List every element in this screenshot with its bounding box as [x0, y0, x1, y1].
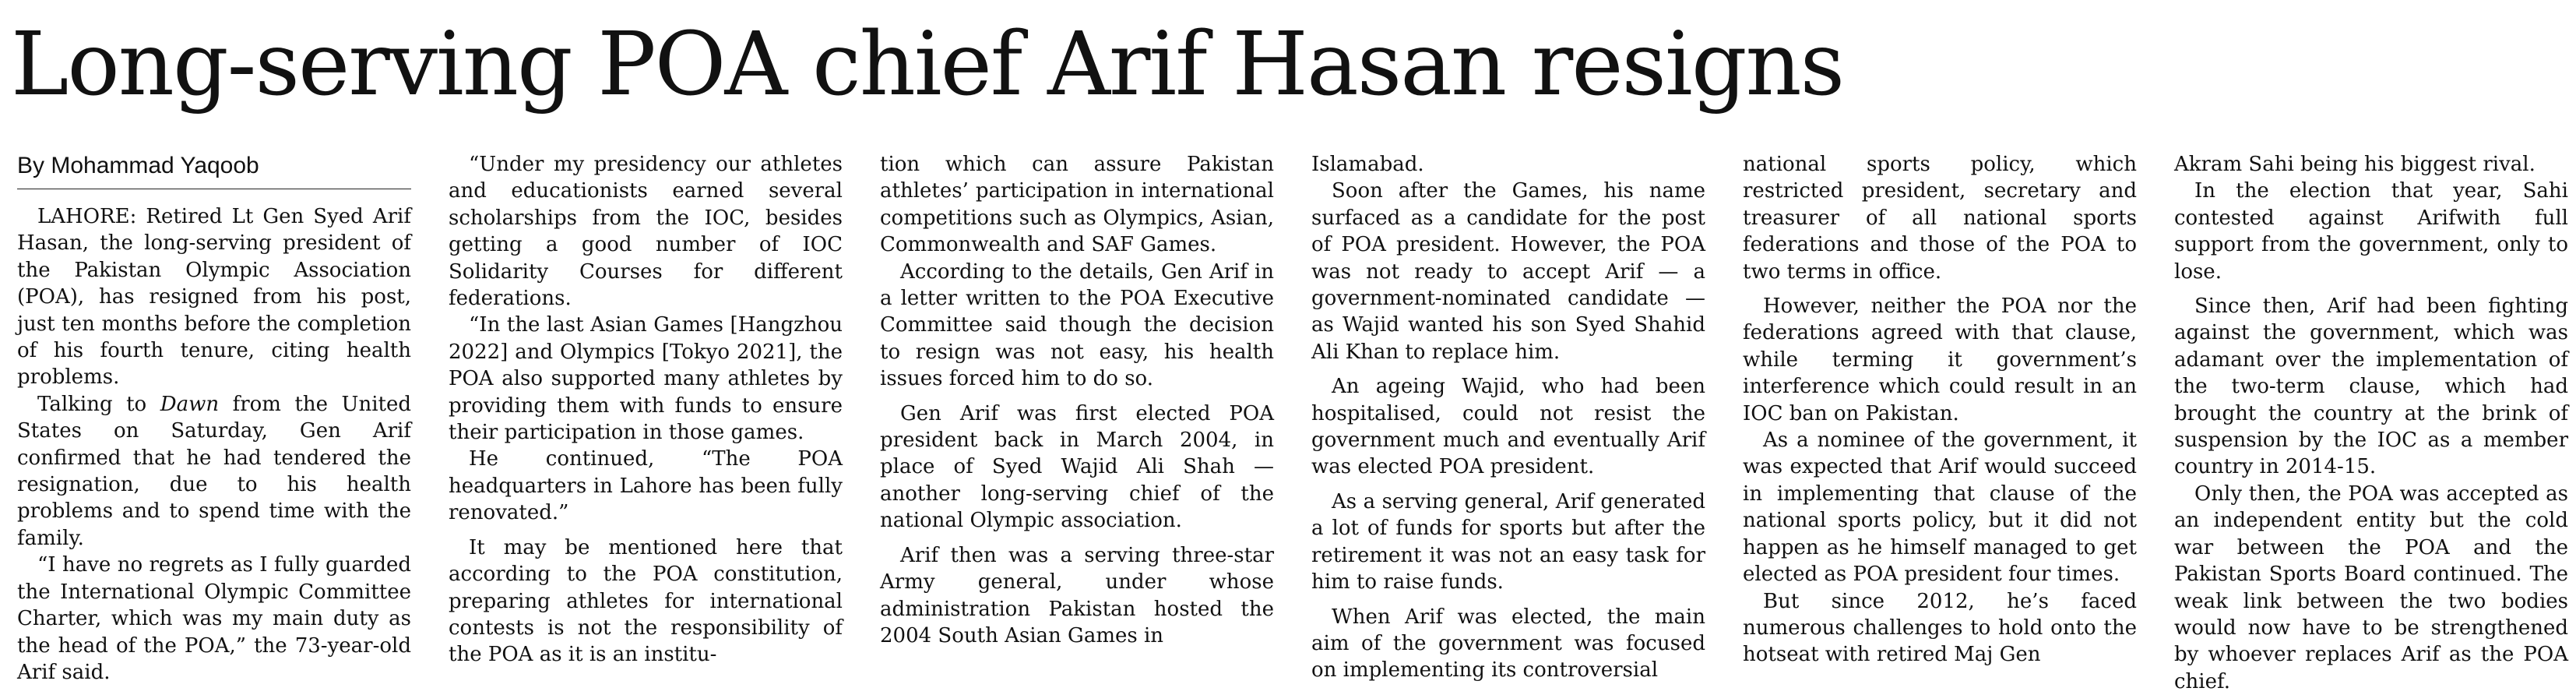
paragraph-continued: tion which can assure Pakistan athletes’ participation in international competitions such as Olympics, Asian, Commonwealth and SAF Games. [880, 153, 1274, 257]
publication-name: Dawn [160, 392, 220, 416]
paragraph: It may be mentioned here that according to the POA constitution, preparing athletes for international contests is not the responsibility of the POA as it is an institu- [449, 535, 843, 667]
paragraph: An ageing Wajid, who had been hospitalised, could not resist the government much and eventually Arif was elected POA president. [1311, 375, 1705, 479]
article-body [17, 151, 2568, 693]
paragraph: According to the details, Gen Arif in a letter written to the POA Executive Committee said though the decision to resign was not easy, his health issues forced him to do so. [880, 259, 1274, 391]
paragraph [17, 391, 411, 552]
paragraph: Since then, Arif had been fighting against the government, which was adamant over the implementation of the two-term clause, which had brought the country at the brink of suspension by the IOC as a member country in 2014-15. [2174, 295, 2568, 479]
column-3 [880, 151, 1274, 695]
paragraph-text: from the United States on Saturday, Gen Arif confirmed that he had tendered the resignation, due to his health problems and to spend time with the family. [17, 392, 411, 550]
paragraph: “I have no regrets as I fully guarded the International Olympic Committee Charter, which was my main duty as the head of the POA,” the 73-year-old Arif said. [17, 553, 411, 684]
headline: Long-serving POA chief Arif Hasan resigns [11, 14, 1844, 115]
paragraph-continued: national sports policy, which restricted president, secretary and treasurer of all national sports federations and those of the POA to two terms in office. [1743, 153, 2137, 284]
paragraph: Soon after the Games, his name surfaced as a candidate for the post of POA president. However, the POA was not ready to accept Arif — a government-nominated candidate — as Wajid wanted his son Syed Shahid Ali Khan to replace him. [1311, 179, 1705, 364]
column-5 [1743, 151, 2137, 695]
column-6 [2174, 151, 2568, 695]
paragraph: When Arif was elected, the main aim of the government was focused on implementing its controversial [1311, 605, 1705, 683]
column-4 [1311, 151, 1705, 695]
paragraph: But since 2012, he’s faced numerous challenges to hold onto the hotseat with retired Maj Gen [1743, 589, 2137, 667]
byline: By Mohammad Yaqoob [17, 151, 411, 189]
paragraph: Only then, the POA was accepted as an independent entity but the cold war between the POA and the Pakistan Sports Board continued. The weak link between the two bodies would now have to be strengthened by whoever replaces Arif as the POA chief. [2174, 482, 2568, 693]
paragraph: As a nominee of the government, it was expected that Arif would succeed in implementing that clause of the national sports policy, but it did not happen as he himself managed to get elected as POA president four times. [1743, 429, 2137, 587]
paragraph: “In the last Asian Games [Hangzhou 2022] and Olympics [Tokyo 2021], the POA also supported many athletes by providing them with funds to ensure their participation in those games. [449, 313, 843, 445]
paragraph: “Under my presidency our athletes and educationists earned several scholarships from the IOC, besides getting a good number of IOC Solidarity Courses for different federations. [449, 153, 843, 311]
column-2 [449, 151, 843, 695]
column-1 [17, 151, 411, 695]
paragraph: As a serving general, Arif generated a lot of funds for sports but after the retirement it was not an easy task for him to raise funds. [1311, 489, 1705, 594]
paragraph-continued: Akram Sahi being his biggest rival. [2174, 153, 2536, 176]
paragraph: In the election that year, Sahi contested against Arifwith full support from the government, only to lose. [2174, 179, 2568, 284]
paragraph-continued: Islamabad. [1311, 153, 1424, 176]
paragraph: Gen Arif was first elected POA president back in March 2004, in place of Syed Wajid Ali Shah — another long-serving chief of the national Olympic association. [880, 401, 1274, 533]
paragraph: He continued, “The POA headquarters in Lahore has been fully renovated.” [449, 447, 843, 525]
paragraph: Arif then was a serving three-star Army general, under whose administration Pakistan hosted the 2004 South Asian Games in [880, 543, 1274, 647]
paragraph: However, neither the POA nor the federations agreed with that clause, while terming it government’s interference which could result in an IOC ban on Pakistan. [1743, 295, 2137, 425]
paragraph: LAHORE: Retired Lt Gen Syed Arif Hasan, the long-serving president of the Pakistan Olympic Association (POA), has resigned from his post, just ten months before the completion of his fourth tenure, citing health problems. [17, 205, 411, 390]
paragraph-text: Talking to [37, 392, 160, 416]
